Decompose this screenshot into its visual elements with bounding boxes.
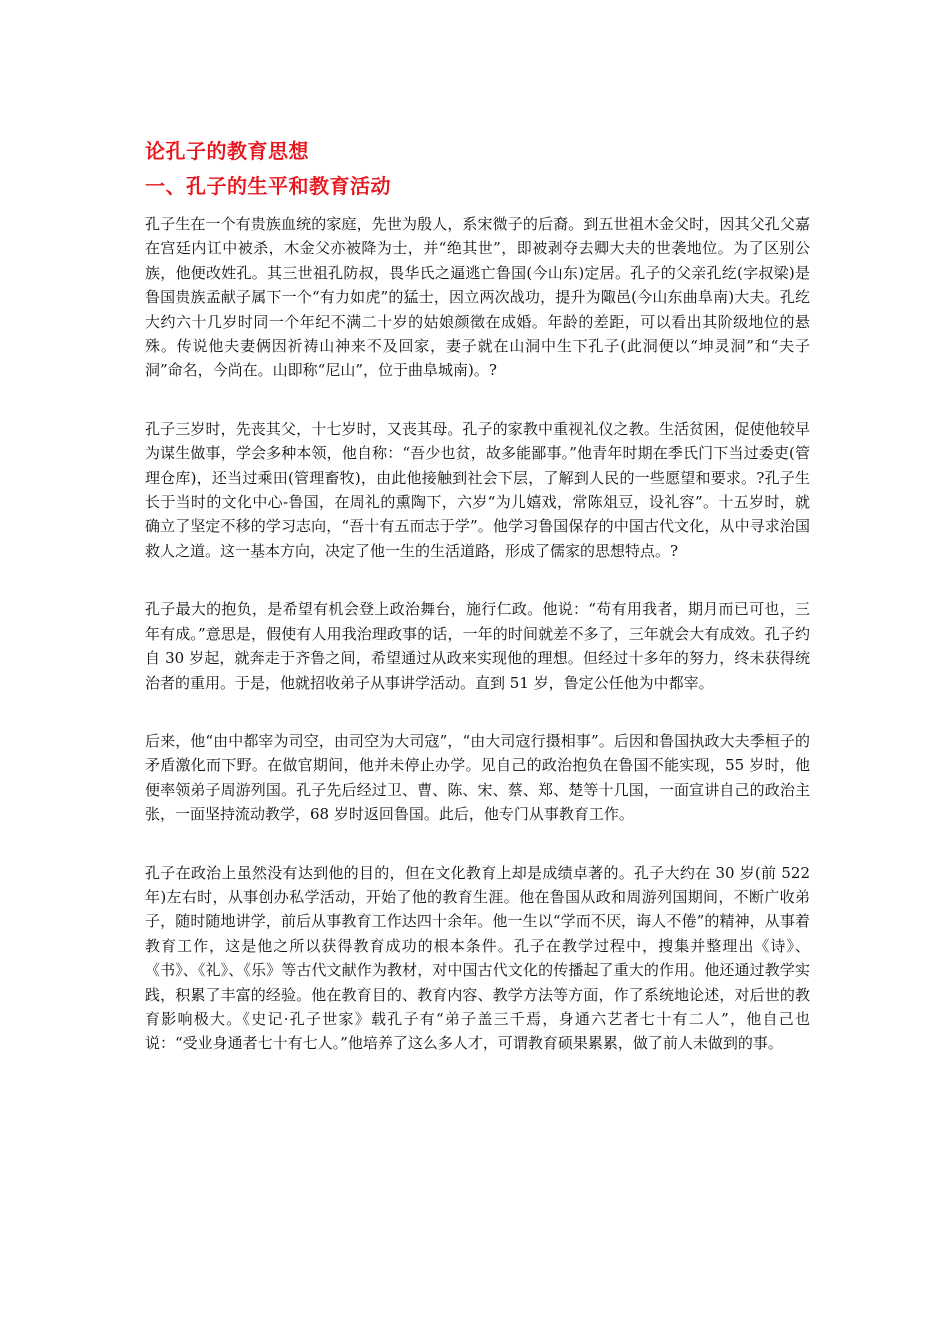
paragraph-1: 孔子生在一个有贵族血统的家庭，先世为殷人，系宋微子的后裔。到五世祖木金父时，因其父孔父嘉在宫廷内讧中被杀，木金父亦被降为士，并“绝其世”，即被剥夺去卿大夫的世袭地位。为了区别公族，他便改姓孔。其三世祖孔防叔，畏华氏之逼逃亡鲁国(今山东)定居。孔子的父亲孔纥(字叔梁)是鲁国贵族孟献子属下一个“有力如虎”的猛士，因立两次战功，提升为陬邑(今山东曲阜南)大夫。孔纥大约六十几岁时同一个年纪不满二十岁的姑娘颜徵在成婚。年龄的差距，可以看出其阶级地位的悬殊。传说他夫妻俩因祈祷山神来不及回家，妻子就在山洞中生下孔子(此洞便以“坤灵洞”和“夫子洞”命名，今尚在。山即称“尼山”，位于曲阜城南)。?	[145, 215, 810, 380]
section-heading: 一、孔子的生平和教育活动	[145, 174, 391, 198]
paragraph-2: 孔子三岁时，先丧其父，十七岁时，又丧其母。孔子的家教中重视礼仪之教。生活贫困，促使他较早为谋生做事，学会多种本领，他自称：“吾少也贫，故多能鄙事。”他青年时期在季氏门下当过委吏(管理仓库)，还当过乘田(管理畜牧)，由此他接触到社会下层，了解到人民的一些愿望和要求。?孔子生长于当时的文化中心-鲁国，在周礼的熏陶下，六岁“为儿嬉戏，常陈俎豆，设礼容”。十五岁时，就确立了坚定不移的学习志向，“吾十有五而志于学”。他学习鲁国保存的中国古代文化，从中寻求治国救人之道。这一基本方向，决定了他一生的生活道路，形成了儒家的思想特点。?	[145, 419, 810, 560]
paragraph-4: 后来，他“由中都宰为司空，由司空为大司寇”，“由大司寇行摄相事”。后因和鲁国执政大夫季桓子的矛盾激化而下野。在做官期间，他并未停止办学。见自己的政治抱负在鲁国不能实现，55 岁时，他便率领弟子周游列国。孔子先后经过卫、曹、陈、宋、蔡、郑、楚等十几国，一面宣讲自己的政治主张，一面坚持流动教学，68 岁时返回鲁国。此后，他专门从事教育工作。	[145, 731, 810, 824]
paragraph-3: 孔子最大的抱负，是希望有机会登上政治舞台，施行仁政。他说：“苟有用我者，期月而已可也，三年有成。”意思是，假使有人用我治理政事的话，一年的时间就差不多了，三年就会大有成效。孔子约自 30 岁起，就奔走于齐鲁之间，希望通过从政来实现他的理想。但经过十多年的努力，终未获得统治者的重用。于是，他就招收弟子从事讲学活动。直到 51 岁，鲁定公任他为中都宰。	[145, 600, 810, 692]
paragraph-5: 孔子在政治上虽然没有达到他的目的，但在文化教育上却是成绩卓著的。孔子大约在 30 岁(前 522 年)左右时，从事创办私学活动，开始了他的教育生涯。他在鲁国从政和周游列国期间，不断广收弟子，随时随地讲学，前后从事教育工作达四十余年。他一生以“学而不厌，诲人不倦”的精神，从事着教育工作，这是他之所以获得教育成功的根本条件。孔子在教学过程中，搜集并整理出《诗》、《书》、《礼》、《乐》等古代文献作为教材，对中国古代文化的传播起了重大的作用。他还通过教学实践，积累了丰富的经验。他在教育目的、教育内容、教学方法等方面，作了系统地论述，对后世的教育影响极大。《史记·孔子世家》载孔子有“弟子盖三千焉，身通六艺者七十有二人”，他自己也说：“受业身通者七十有七人。”他培养了这么多人才，可谓教育硕果累累，做了前人未做到的事。	[145, 863, 810, 1053]
document-title: 论孔子的教育思想	[145, 139, 309, 163]
document-content	[145, 136, 810, 1056]
